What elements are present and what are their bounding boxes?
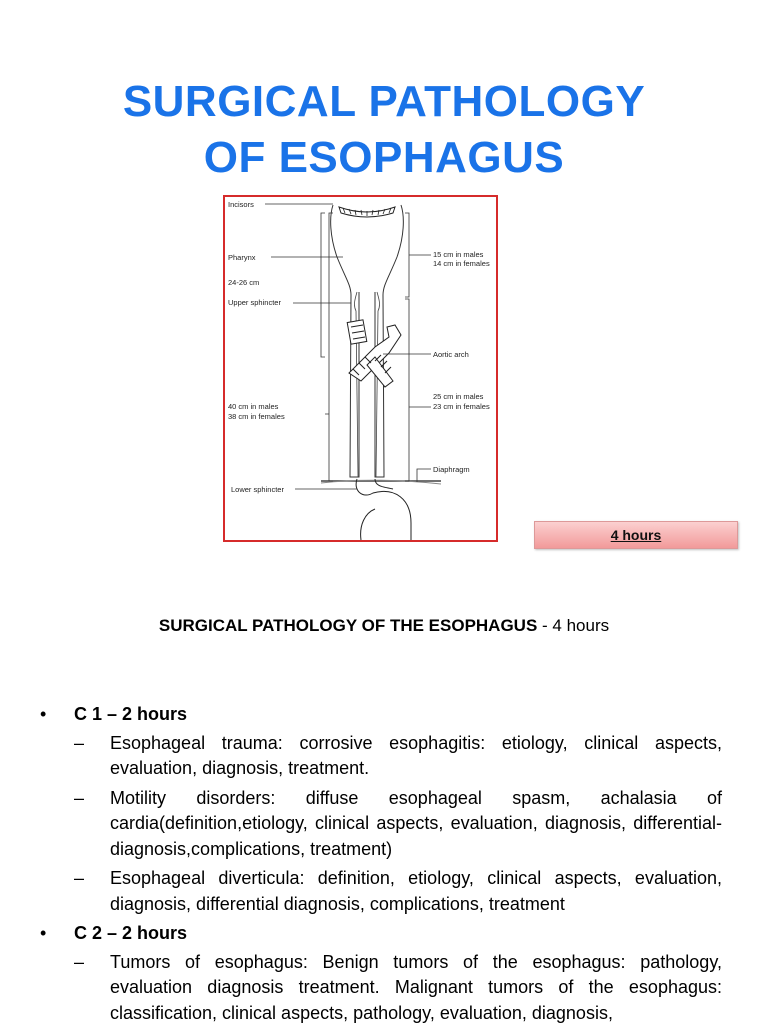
outline-item bbox=[40, 731, 722, 782]
section-heading: C 2 – 2 hours bbox=[74, 923, 188, 943]
label-14-cm-females: 14 cm in females bbox=[433, 259, 490, 268]
outline-section-c2 bbox=[40, 921, 722, 947]
duration-badge: 4 hours bbox=[534, 521, 738, 549]
dash-marker: – bbox=[74, 951, 85, 972]
label-pharynx: Pharynx bbox=[228, 253, 256, 262]
label-15-cm-males: 15 cm in males bbox=[433, 250, 484, 259]
dash-marker: – bbox=[74, 868, 85, 888]
course-outline bbox=[40, 700, 722, 1030]
outline-item-text: Motility disorders: diffuse esophageal spasm, achalasia of cardia(definition,etiology, clinical aspects, evaluation, diagnosis, differential-diagnosis,complications, treatment) bbox=[110, 787, 722, 859]
title-line-2: OF ESOPHAGUS bbox=[203, 133, 565, 182]
bullet-marker: • bbox=[40, 704, 47, 724]
outline-item-text: Esophageal diverticula: definition, etiology, clinical aspects, evaluation, diagnosis, differential diagnosis, complications, treatment bbox=[110, 868, 722, 914]
outline-section-c1 bbox=[40, 702, 722, 728]
page-title bbox=[0, 74, 768, 186]
course-subtitle bbox=[0, 614, 768, 638]
esophagus-anatomy-illustration bbox=[225, 197, 496, 540]
label-25-cm-males: 25 cm in males bbox=[433, 392, 484, 401]
stomach-shape bbox=[356, 479, 411, 540]
label-diaphragm: Diaphragm bbox=[433, 465, 470, 474]
label-upper-sphincter: Upper sphincter bbox=[228, 298, 281, 307]
aortic-arch-shape bbox=[347, 320, 401, 387]
outline-item bbox=[40, 950, 722, 1027]
esophagus-diagram bbox=[223, 195, 498, 542]
label-23-cm-females: 23 cm in females bbox=[433, 402, 490, 411]
label-24-26-cm: 24-26 cm bbox=[228, 278, 260, 287]
bullet-marker: • bbox=[40, 923, 47, 943]
label-38-cm-females: 38 cm in females bbox=[228, 412, 285, 421]
label-aortic-arch: Aortic arch bbox=[433, 350, 469, 359]
title-line-1: SURGICAL PATHOLOGY bbox=[122, 77, 646, 126]
section-heading: C 1 – 2 hours bbox=[74, 704, 188, 724]
label-lower-sphincter: Lower sphincter bbox=[231, 485, 284, 494]
dash-marker: – bbox=[74, 787, 85, 808]
subtitle-bold: SURGICAL PATHOLOGY OF THE ESOPHAGUS bbox=[158, 616, 538, 635]
outline-item-text: Esophageal trauma: corrosive esophagitis: etiology, clinical aspects, evaluation, diagnosis, treatment. bbox=[110, 732, 722, 778]
outline-item bbox=[40, 866, 722, 917]
subtitle-duration: - 4 hours bbox=[537, 616, 610, 635]
label-incisors: Incisors bbox=[228, 200, 254, 209]
dash-marker: – bbox=[74, 732, 85, 753]
outline-item-text: Tumors of esophagus: Benign tumors of the esophagus: pathology, evaluation diagnosis treatment. Malignant tumors of the esophagus: classification, clinical aspects, pathology, evaluation, diagnosis, bbox=[110, 951, 722, 1023]
outline-item bbox=[40, 786, 722, 863]
label-40-cm-males: 40 cm in males bbox=[228, 402, 279, 411]
